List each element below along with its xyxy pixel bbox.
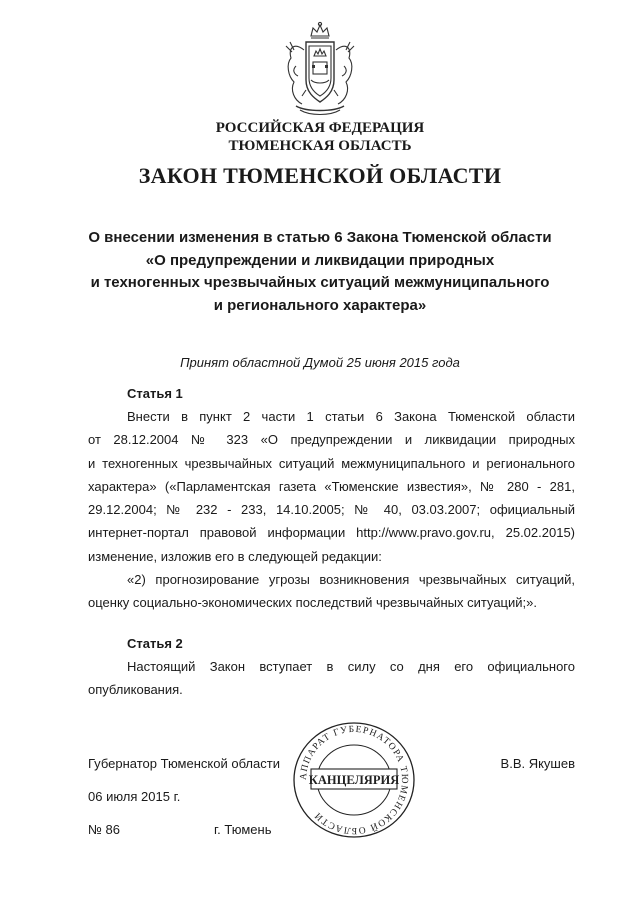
article-1-paragraph-1 bbox=[88, 405, 575, 568]
paragraph-line: и техногенных чрезвычайных ситуаций межмуниципального и регионального bbox=[88, 455, 575, 471]
article-1-paragraph-2 bbox=[88, 568, 575, 615]
law-title bbox=[0, 227, 640, 317]
coat-of-arms-icon bbox=[282, 20, 358, 120]
law-title-line: и регионального характера» bbox=[213, 296, 427, 314]
paragraph-line: опубликования. bbox=[88, 682, 183, 698]
region-heading: ТЮМЕНСКАЯ ОБЛАСТЬ bbox=[228, 138, 412, 154]
law-title-line: и техногенных чрезвычайных ситуаций межмуниципального bbox=[90, 274, 550, 292]
paragraph-line: оценку социально-экономических последствий чрезвычайных ситуаций;». bbox=[88, 595, 537, 611]
paragraph-line: изменение, изложив его в следующей редакции: bbox=[88, 548, 382, 564]
stamp-ring-text: АППАРАТ ГУБЕРНАТОРА ТЮМЕНСКОЙ ОБЛАСТИ bbox=[298, 724, 410, 836]
article-2-heading: Статья 2 bbox=[127, 636, 183, 651]
paragraph-line: «2) прогнозирование угрозы возникновения чрезвычайных ситуаций, bbox=[127, 572, 575, 587]
article-1-heading: Статья 1 bbox=[127, 386, 183, 401]
paragraph-line: Настоящий Закон вступает в силу со дня его официального bbox=[127, 659, 575, 674]
paragraph-line: Внести в пункт 2 части 1 статьи 6 Закона Тюменской области bbox=[127, 409, 575, 424]
law-type-heading: ЗАКОН ТЮМЕНСКОЙ ОБЛАСТИ bbox=[138, 163, 502, 188]
law-title-line: «О предупреждении и ликвидации природных bbox=[145, 251, 495, 269]
adoption-note: Принят областной Думой 25 июня 2015 года bbox=[180, 355, 460, 370]
country-heading: РОССИЙСКАЯ ФЕДЕРАЦИЯ bbox=[215, 120, 425, 136]
paragraph-line: интернет-портал правовой информации http://www.pravo.gov.ru, 25.02.2015) bbox=[88, 525, 575, 541]
law-number: № 86 bbox=[88, 822, 121, 837]
paragraph-line: характера» («Парламентская газета «Тюменские известия», № 280 - 281, bbox=[88, 478, 575, 494]
signatory-name: В.В. Якушев bbox=[500, 756, 575, 771]
article-2-paragraph bbox=[88, 655, 575, 702]
signatory-title: Губернатор Тюменской области bbox=[88, 756, 280, 771]
office-stamp bbox=[289, 719, 419, 841]
paragraph-line: от 28.12.2004 № 323 «О предупреждении и ликвидации природных bbox=[88, 432, 575, 448]
signature-date: 06 июля 2015 г. bbox=[88, 789, 181, 804]
paragraph-line: 29.12.2004; № 232 - 233, 14.10.2005; № 40, 03.03.2007; официальный bbox=[88, 502, 575, 518]
signature-city: г. Тюмень bbox=[214, 822, 272, 837]
stamp-center-text: КАНЦЕЛЯРИЯ bbox=[308, 773, 400, 787]
law-title-line: О внесении изменения в статью 6 Закона Тюменской области bbox=[88, 229, 552, 246]
